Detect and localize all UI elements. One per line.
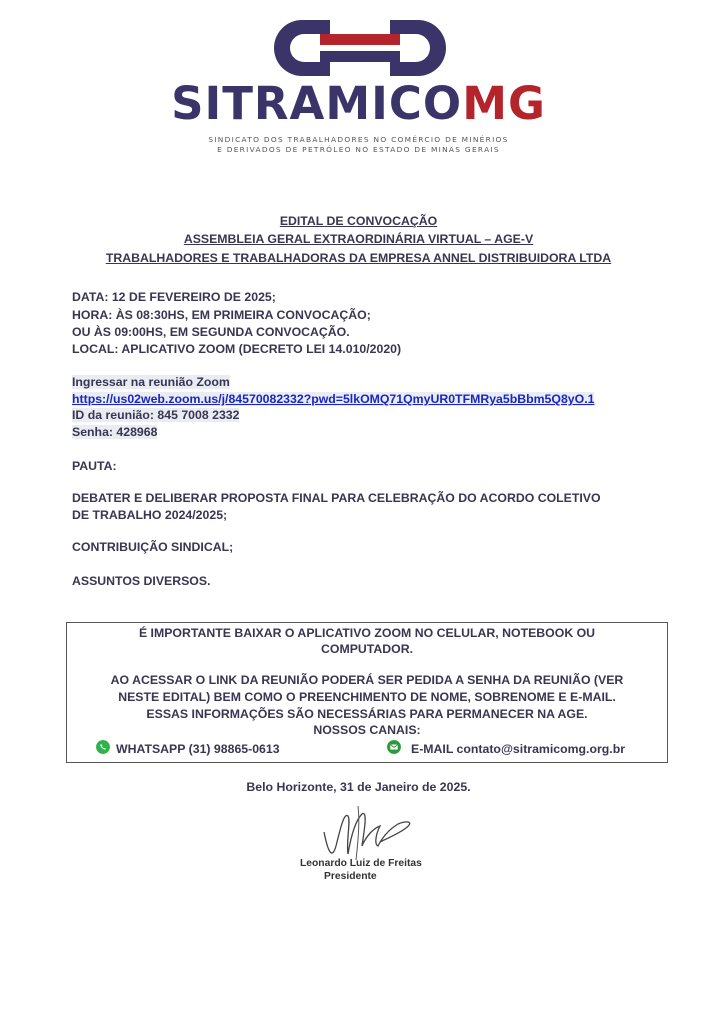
signature-icon xyxy=(318,802,428,864)
meeting-location: LOCAL: APLICATIVO ZOOM (DECRETO LEI 14.010/2020) xyxy=(72,342,402,356)
place-date: Belo Horizonte, 31 de Janeiro de 2025. xyxy=(246,780,471,794)
agenda-item-1-line-1: DEBATER E DELIBERAR PROPOSTA FINAL PARA CELEBRAÇÃO DO ACORDO COLETIVO xyxy=(72,491,601,505)
zoom-password: Senha: 428968 xyxy=(72,425,158,439)
notice-line-6: NOSSOS CANAIS: xyxy=(313,723,421,737)
notice-line-2: COMPUTADOR. xyxy=(321,642,413,656)
whatsapp-icon xyxy=(96,740,110,754)
whatsapp-contact: WHATSAPP (31) 98865-0613 xyxy=(116,742,280,756)
meeting-date: DATA: 12 DE FEVEREIRO DE 2025; xyxy=(72,290,276,304)
logo-wordmark: SITRAMICOMG xyxy=(171,77,546,130)
notice-line-5: ESSAS INFORMAÇÕES SÃO NECESSÁRIAS PARA PERMANECER NA AGE. xyxy=(146,707,588,721)
meeting-time-first: HORA: ÀS 08:30HS, EM PRIMEIRA CONVOCAÇÃO; xyxy=(72,308,371,322)
notice-line-1: É IMPORTANTE BAIXAR O APLICATIVO ZOOM NO CELULAR, NOTEBOOK OU xyxy=(138,626,596,640)
notice-box xyxy=(66,622,668,763)
meeting-time-second: OU ÀS 09:00HS, EM SEGUNDA CONVOCAÇÃO. xyxy=(72,325,350,339)
agenda-heading: PAUTA: xyxy=(72,459,117,473)
logo-subtitle-1: SINDICATO DOS TRABALHADORES NO COMÉRCIO DE MINÉRIOS xyxy=(208,135,509,144)
title-edital: EDITAL DE CONVOCAÇÃO xyxy=(279,214,438,228)
email-contact[interactable]: E-MAIL contato@sitramicomg.org.br xyxy=(411,742,625,756)
signer-role: Presidente xyxy=(324,871,377,882)
agenda-item-3: ASSUNTOS DIVERSOS. xyxy=(72,574,211,588)
email-icon xyxy=(387,740,401,754)
sitramico-logo-icon xyxy=(272,16,448,82)
zoom-meeting-id: ID da reunião: 845 7008 2332 xyxy=(72,408,240,422)
logo-subtitle-2: E DERIVADOS DE PETRÓLEO NO ESTADO DE MINAS GERAIS xyxy=(217,145,500,154)
title-assembleia: ASSEMBLEIA GERAL EXTRAORDINÁRIA VIRTUAL – AGE-V xyxy=(183,232,534,246)
signer-name: Leonardo Luiz de Freitas xyxy=(300,858,422,869)
agenda-item-2: CONTRIBUIÇÃO SINDICAL; xyxy=(72,540,234,554)
notice-line-4: NESTE EDITAL) BEM COMO O PREENCHIMENTO DE NOME, SOBRENOME E E-MAIL. xyxy=(118,690,616,704)
zoom-link[interactable]: https://us02web.zoom.us/j/84570082332?pwd=5lkOMQ71QmyUR0TFMRya5bBbm5Q8yO.1 xyxy=(72,392,595,406)
header-logo xyxy=(0,8,717,154)
title-trabalhadores: TRABALHADORES E TRABALHADORAS DA EMPRESA ANNEL DISTRIBUIDORA LTDA xyxy=(105,251,612,265)
zoom-join-label: Ingressar na reunião Zoom xyxy=(72,375,230,389)
notice-line-3: AO ACESSAR O LINK DA REUNIÃO PODERÁ SER PEDIDA A SENHA DA REUNIÃO (VER xyxy=(110,673,624,687)
agenda-item-1-line-2: DE TRABALHO 2024/2025; xyxy=(72,508,228,522)
